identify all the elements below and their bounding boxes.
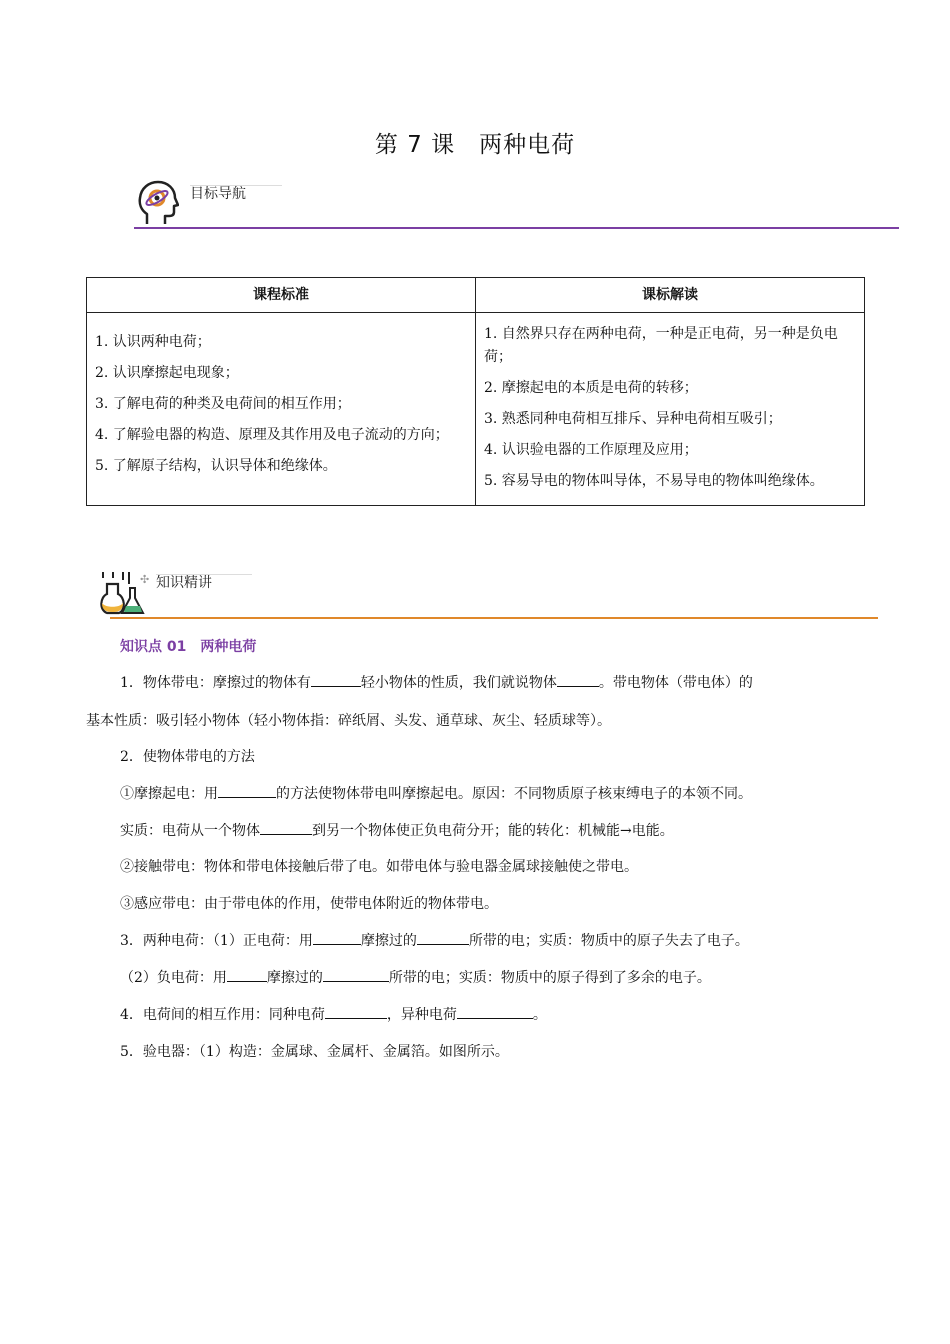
text-span: （2）负电荷：用 bbox=[120, 970, 227, 986]
text-span: 所带的电；实质：物质中的原子失去了电子。 bbox=[468, 933, 749, 949]
table-header-interpretation: 课标解读 bbox=[476, 278, 865, 313]
list-item: 3. 了解电荷的种类及电荷间的相互作用； bbox=[95, 396, 351, 412]
fill-blank[interactable] bbox=[218, 783, 276, 798]
section-label-underline bbox=[156, 574, 252, 575]
text-span: 实质：电荷从一个物体 bbox=[120, 823, 260, 839]
fill-blank[interactable] bbox=[227, 967, 267, 982]
list-item: 4. 认识验电器的工作原理及应用； bbox=[484, 442, 698, 458]
text-span: 。 bbox=[532, 1007, 547, 1023]
fill-blank[interactable] bbox=[557, 672, 599, 687]
paragraph-line: 5．验电器：（1）构造：金属球、金属杆、金属箔。如图所示。 bbox=[120, 1044, 509, 1060]
fill-blank[interactable] bbox=[325, 1004, 387, 1019]
text-span: 摩擦过的 bbox=[360, 933, 417, 949]
paragraph-line: 2．使物体带电的方法 bbox=[120, 749, 255, 765]
text-span: ①摩擦起电：用 bbox=[120, 786, 218, 802]
paragraph-line bbox=[120, 783, 752, 803]
text-span: 。带电物体（带电体）的 bbox=[598, 675, 753, 691]
table-header-row bbox=[87, 278, 865, 313]
lab-flask-icon bbox=[97, 570, 145, 616]
paragraph-line bbox=[120, 672, 753, 692]
fill-blank[interactable] bbox=[311, 672, 361, 687]
standards-table bbox=[86, 277, 865, 506]
text-span: 轻小物体的性质，我们就说物体 bbox=[360, 675, 557, 691]
list-item: 1. 认识两种电荷； bbox=[95, 334, 211, 350]
paragraph-line bbox=[120, 820, 674, 840]
list-item: 3. 熟悉同种电荷相互排斥、异种电荷相互吸引； bbox=[484, 411, 782, 427]
list-item: 4. 了解验电器的构造、原理及其作用及电子流动的方向； bbox=[95, 427, 449, 443]
section-label-knowledge: 知识精讲 bbox=[156, 575, 212, 591]
list-item: 2. 认识摩擦起电现象； bbox=[95, 365, 239, 381]
text-span: 4．电荷间的相互作用：同种电荷 bbox=[120, 1007, 325, 1023]
text-span: 到另一个物体使正负电荷分开；能的转化：机械能→电能。 bbox=[312, 823, 674, 839]
list-item: 1. 自然界只存在两种电荷，一种是正电荷，另一种是负电荷； bbox=[484, 326, 838, 365]
head-gear-icon bbox=[137, 180, 179, 226]
section-divider-knowledge bbox=[110, 617, 878, 619]
table-row bbox=[87, 313, 865, 506]
text-span: 所带的电；实质：物质中的原子得到了多余的电子。 bbox=[388, 970, 711, 986]
paragraph-line bbox=[120, 930, 749, 950]
paragraph-line bbox=[120, 967, 711, 987]
fill-blank[interactable] bbox=[457, 1004, 533, 1019]
text-span: 摩擦过的 bbox=[266, 970, 323, 986]
fill-blank[interactable] bbox=[323, 967, 389, 982]
standards-cell bbox=[87, 313, 476, 506]
list-item: 2. 摩擦起电的本质是电荷的转移； bbox=[484, 380, 698, 396]
text-span: 1．物体带电：摩擦过的物体有 bbox=[120, 675, 311, 691]
text-span: 3．两种电荷：（1）正电荷：用 bbox=[120, 933, 313, 949]
text-span: ，异种电荷 bbox=[386, 1007, 457, 1023]
paragraph-line bbox=[120, 1004, 547, 1024]
table-header-standard: 课程标准 bbox=[87, 278, 476, 313]
knowledge-point-title: 知识点 01 两种电荷 bbox=[120, 639, 257, 655]
paragraph-line: ②接触带电：物体和带电体接触后带了电。如带电体与验电器金属球接触使之带电。 bbox=[120, 859, 638, 875]
text-span: 的方法使物体带电叫摩擦起电。原因：不同物质原子核束缚电子的本领不同。 bbox=[276, 786, 752, 802]
fill-blank[interactable] bbox=[260, 820, 312, 835]
section-label-underline bbox=[190, 185, 282, 186]
fill-blank[interactable] bbox=[417, 930, 469, 945]
paragraph-line: ③感应带电：由于带电体的作用，使带电体附近的物体带电。 bbox=[120, 896, 498, 912]
section-divider-goals bbox=[134, 227, 899, 229]
fill-blank[interactable] bbox=[313, 930, 361, 945]
list-item: 5. 容易导电的物体叫导体，不易导电的物体叫绝缘体。 bbox=[484, 473, 824, 489]
sparkle-icon: ✣ bbox=[140, 573, 150, 586]
list-item: 5. 了解原子结构，认识导体和绝缘体。 bbox=[95, 458, 337, 474]
section-label-goals: 目标导航 bbox=[190, 186, 246, 202]
paragraph-line: 基本性质：吸引轻小物体（轻小物体指：碎纸屑、头发、通草球、灰尘、轻质球等）。 bbox=[86, 713, 611, 729]
page-title: 第 7 课 两种电荷 bbox=[374, 132, 576, 158]
interpretation-cell bbox=[476, 313, 865, 506]
